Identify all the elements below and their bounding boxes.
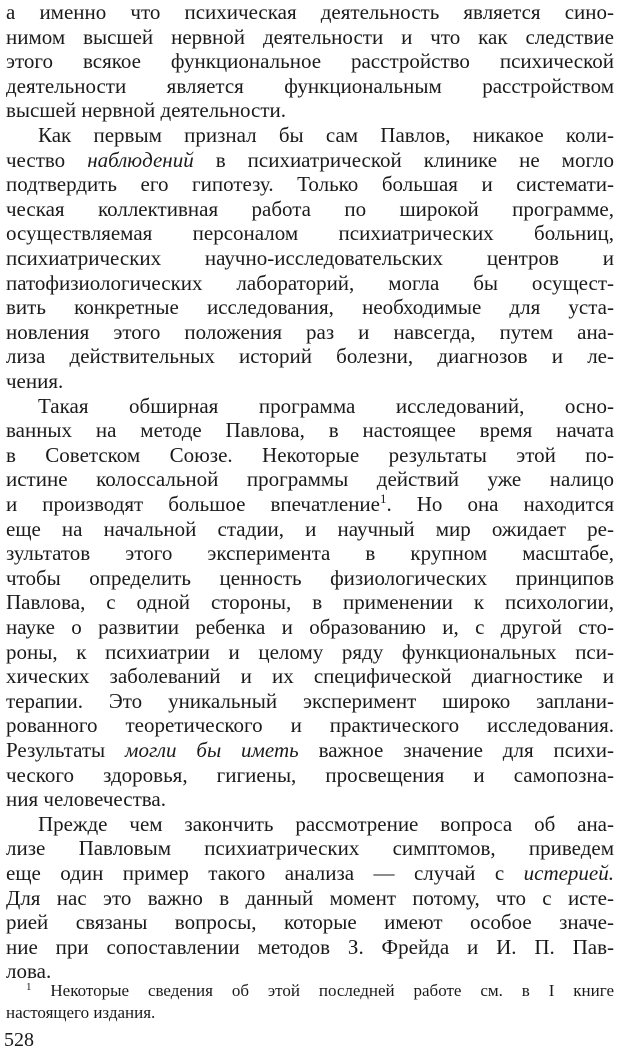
italic-emphasis: наблюдений [87, 147, 194, 172]
text-line [6, 738, 614, 763]
text-line: Такая обширная программа исследований, осно- [38, 393, 614, 418]
text-line: осуществляемая персоналом психиатрических больниц, [6, 221, 614, 246]
text-fragment: еще один пример такого анализа — случай с [6, 861, 505, 885]
text-fragment: . Но она находится [386, 492, 615, 516]
text-line: подтвердить его гипотезу. Только большая и системати- [6, 172, 614, 197]
text-line: еще на начальной стадии, и научный мир ожидает ре- [6, 516, 614, 541]
text-line: патофизиологических лабораторий, могла бы осущест- [6, 270, 614, 295]
italic-emphasis: истерией. [523, 861, 615, 885]
text-line [6, 861, 614, 886]
text-line: новления этого положения раз и навсегда, путем ана- [6, 319, 614, 344]
text-line: нимом высшей нервной деятельности и что как следствие [6, 24, 614, 49]
footnote-line [26, 980, 614, 1002]
text-line: Как первым признал бы сам Павлов, никакое коли- [38, 123, 614, 147]
text-line: роны, к психиатрии и целому ряду функциональных пси- [6, 639, 614, 664]
text-line: этого всякое функциональное расстройство психической [6, 49, 614, 74]
text-line: чтобы определить ценность физиологических принципов [6, 565, 614, 590]
text-line: ванных на методе Павлова, в настоящее время начата [6, 418, 614, 443]
text-line [6, 148, 614, 173]
text-fragment: и производят большое впечатление [6, 492, 380, 516]
footnote-line: настоящего издания. [6, 1003, 156, 1022]
footnote-text: Некоторые сведения об этой последней работе см. в I книге [50, 981, 614, 1000]
italic-emphasis: могли бы иметь [125, 738, 299, 762]
text-line: хических заболеваний и их специфической диагностике и [6, 664, 614, 689]
text-line: зультатов этого эксперимента в крупном масштабе, [6, 541, 614, 566]
text-line [6, 935, 614, 960]
text-line: рованного теоретического и практического исследования. [6, 713, 614, 738]
text-fragment: лова. [6, 959, 52, 984]
text-fragment: ние при сопоставлении методов З. Фрейда и И. П. Пав- [6, 934, 614, 959]
text-fragment: лизе Павловым психиатрических симптомов, приведем [6, 836, 614, 861]
text-line: высшей нервной деятельности. [6, 98, 286, 123]
text-fragment: Результаты [6, 738, 106, 762]
text-fragment: чество [6, 147, 66, 172]
text-line: истине колоссальной программы действий уже налицо [6, 467, 614, 492]
text-line: ческая коллективная работа по широкой программе, [6, 196, 614, 221]
text-line: ческого здоровья, гигиены, просвещения и самопозна- [6, 762, 614, 787]
text-line: терапии. Это уникальный эксперимент широко заплани- [6, 688, 614, 713]
text-line [6, 910, 614, 935]
footnote-marker: 1 [26, 981, 32, 993]
text-line: Павлова, с одной стороны, в применении к психологии, [6, 590, 614, 615]
text-fragment: важное значение для психи- [318, 738, 614, 762]
text-line: вить конкретные исследования, необходимые для уста- [6, 295, 614, 320]
text-line: а именно что психическая деятельность является сино- [6, 0, 614, 24]
text-line: ния человечества. [6, 787, 166, 812]
text-fragment: рией связаны вопросы, которые имеют особое значе- [6, 910, 614, 935]
text-line [6, 492, 614, 517]
text-line: в Советском Союзе. Некоторые результаты этой по- [6, 442, 614, 467]
text-line [38, 812, 614, 837]
text-line: психиатрических научно-исследовательских центров и [6, 246, 614, 270]
text-fragment: Для нас это важно в данный момент потому, что с исте- [6, 885, 614, 910]
text-line: науке о развитии ребенка и образованию и, с другой сто- [6, 615, 614, 639]
footnote-reference: 1 [380, 491, 387, 506]
text-fragment: Прежде чем закончить рассмотрение вопроса об ана- [38, 811, 614, 836]
text-line: лиза действительных историй болезни, диагнозов и ле- [6, 344, 614, 369]
text-line: чения. [6, 369, 64, 393]
text-line: деятельности является функциональным расстройством [6, 73, 614, 98]
text-line [6, 886, 614, 911]
text-fragment: в психиатрической клинике не могло [215, 147, 614, 172]
page-number: 528 [4, 1029, 34, 1051]
text-line [6, 836, 614, 861]
